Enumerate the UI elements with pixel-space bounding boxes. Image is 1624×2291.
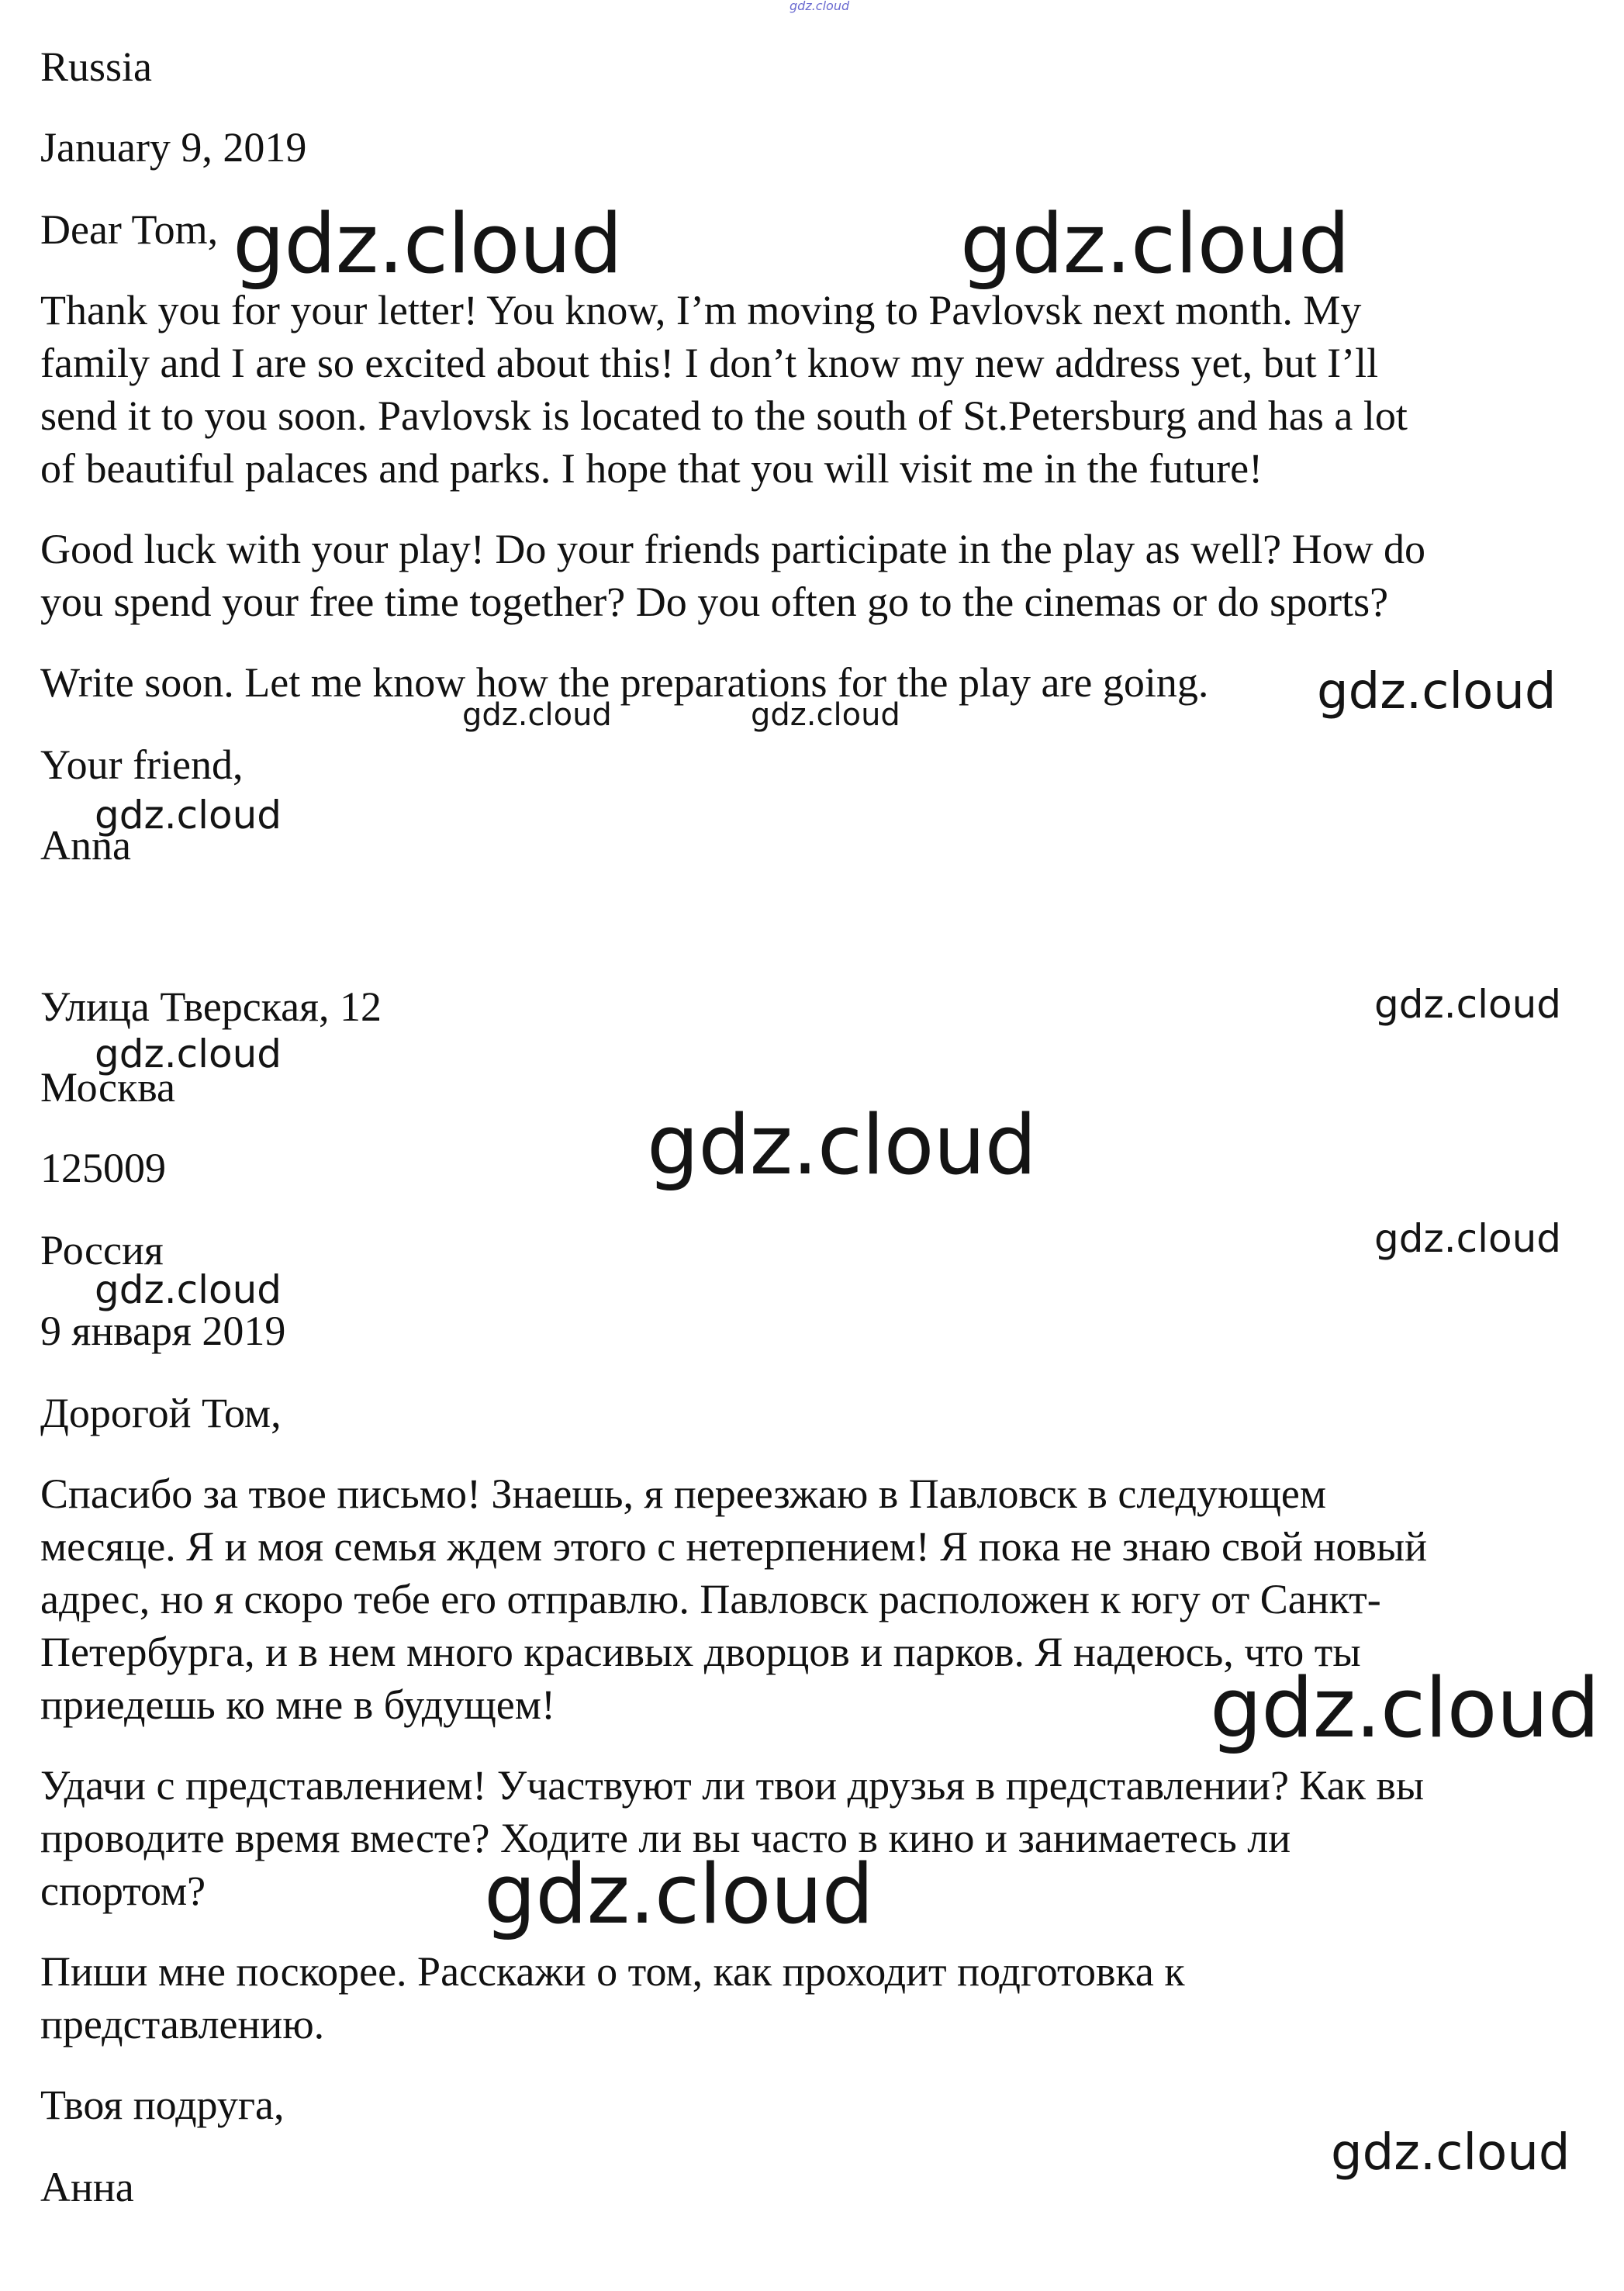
paragraph-line: Удачи с представлением! Участвуют ли твои друзья в представлении? Как вы	[40, 1762, 1425, 1809]
watermark: gdz.cloud	[751, 697, 900, 733]
watermark: gdz.cloud	[1210, 1660, 1599, 1756]
letter-greeting: Дорогой Том,	[40, 1390, 282, 1436]
address-postcode: 125009	[40, 1145, 166, 1191]
letter-greeting: Dear Tom,	[40, 206, 219, 253]
watermark: gdz.cloud	[1374, 982, 1562, 1027]
letter-signature: Анна	[40, 2164, 134, 2210]
paragraph-line: Спасибо за твое письмо! Знаешь, я переезжаю в Павловск в следующем	[40, 1470, 1327, 1517]
letter-date: 9 января 2019	[40, 1308, 286, 1354]
address-city: Москва	[40, 1064, 175, 1111]
paragraph-line: of beautiful palaces and parks. I hope that you will visit me in the future!	[40, 445, 1263, 492]
paragraph-line: send it to you soon. Pavlovsk is located to the south of St.Petersburg and has a lot	[40, 392, 1408, 439]
paragraph-line: you spend your free time together? Do you often go to the cinemas or do sports?	[40, 579, 1389, 625]
watermark: gdz.cloud	[95, 1267, 282, 1312]
paragraph-line: Good luck with your play! Do your friends participate in the play as well? How do	[40, 526, 1426, 572]
letter-closing: Your friend,	[40, 741, 244, 788]
paragraph-line: месяце. Я и моя семья ждем этого с нетерпением! Я пока не знаю свой новый	[40, 1523, 1428, 1570]
paragraph-line: Write soon. Let me know how the preparations for the play are going.	[40, 659, 1209, 706]
watermark: gdz.cloud	[95, 793, 282, 838]
paragraph-line: Thank you for your letter! You know, I’m moving to Pavlovsk next month. My	[40, 287, 1362, 333]
paragraph-line: приедешь ко мне в будущем!	[40, 1681, 555, 1728]
watermark: gdz.cloud	[462, 697, 612, 733]
paragraph-line: Пиши мне поскорее. Расскажи о том, как проходит подготовка к	[40, 1948, 1185, 1995]
watermark: gdz.cloud	[95, 1031, 282, 1076]
letter-country: Russia	[40, 43, 153, 90]
letter-closing: Твоя подруга,	[40, 2082, 285, 2128]
watermark: gdz.cloud	[484, 1847, 873, 1942]
watermark: gdz.cloud	[1374, 1216, 1562, 1261]
paragraph-line: адрес, но я скоро тебе его отправлю. Павловск расположен к югу от Санкт-	[40, 1576, 1381, 1622]
paragraph-line: проводите время вместе? Ходите ли вы часто в кино и занимаетесь ли	[40, 1815, 1291, 1861]
address-country: Россия	[40, 1227, 164, 1273]
watermark: gdz.cloud	[1331, 2124, 1570, 2182]
watermark: gdz.cloud	[1317, 663, 1557, 720]
watermark: gdz.cloud	[647, 1097, 1036, 1193]
paragraph-line: спортом?	[40, 1868, 206, 1914]
paragraph-line: представлению.	[40, 2001, 325, 2047]
paragraph-line: family and I are so excited about this! I don’t know my new address yet, but I’ll	[40, 340, 1379, 386]
watermark: gdz.cloud	[960, 196, 1349, 292]
letter-date: January 9, 2019	[40, 124, 307, 171]
header-watermark: gdz.cloud	[790, 0, 850, 13]
paragraph-line: Петербурга, и в нем много красивых дворцов и парков. Я надеюсь, что ты	[40, 1629, 1361, 1675]
letter-signature: Anna	[40, 822, 131, 869]
address-street: Улица Тверская, 12	[40, 983, 382, 1030]
watermark: gdz.cloud	[233, 196, 622, 292]
